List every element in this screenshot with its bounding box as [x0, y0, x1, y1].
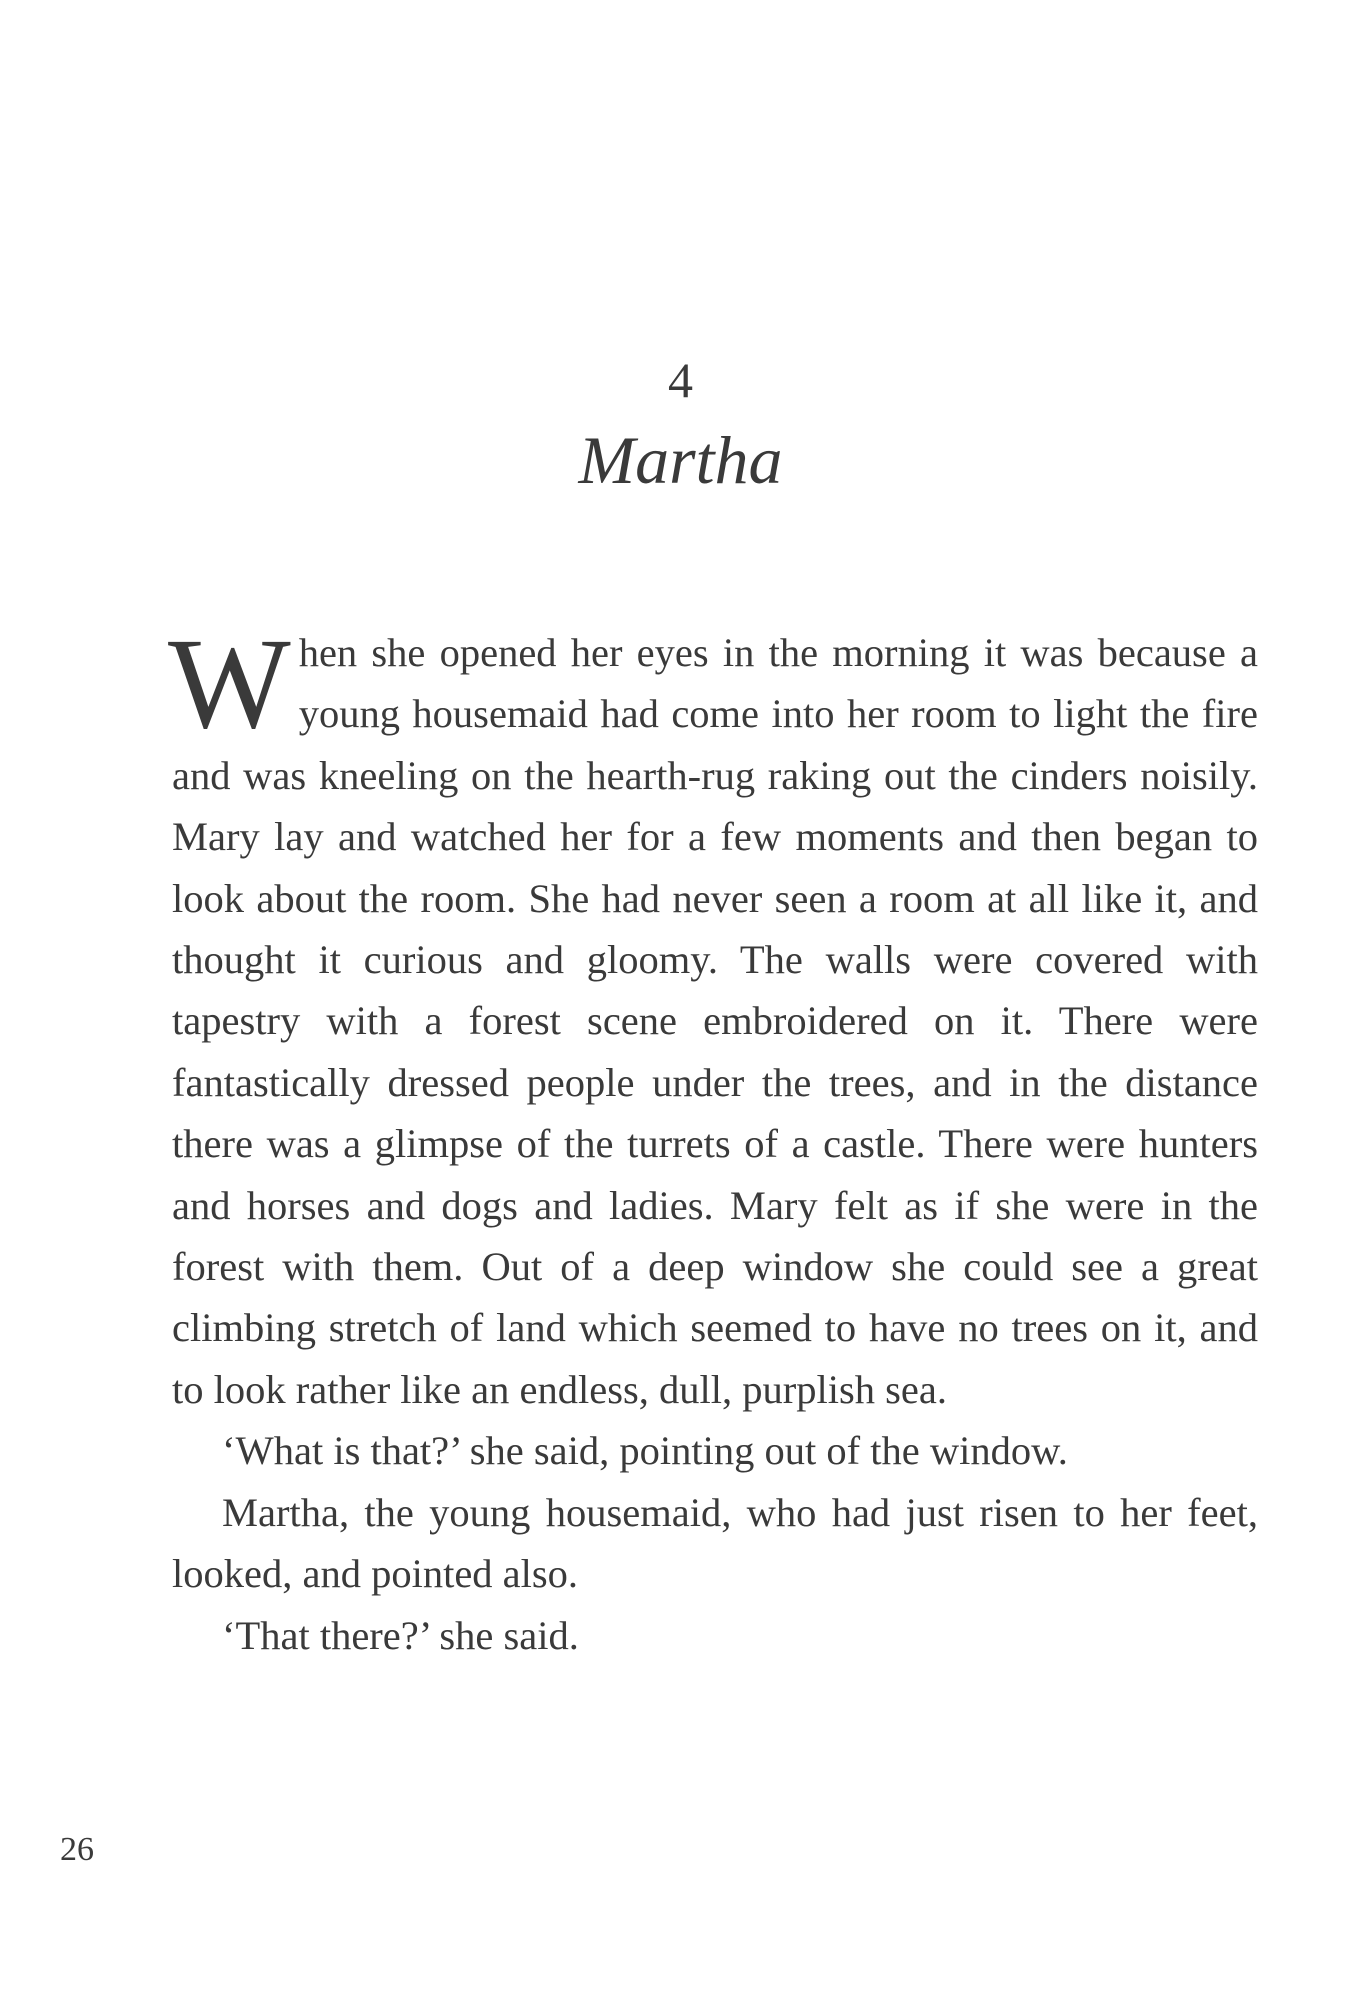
paragraph-1: [168, 612, 1258, 1420]
drop-cap: W: [168, 612, 291, 756]
paragraph-2: ‘What is that?’ she said, pointing out of the window.: [222, 1428, 1068, 1474]
chapter-number: 4: [668, 352, 693, 408]
chapter-title: Martha: [578, 422, 783, 498]
paragraph-4: ‘That there?’ she said.: [222, 1612, 579, 1658]
paragraph-3: Martha, the young housemaid, who had just risen to her feet, looked, and pointed also.: [172, 1489, 1258, 1597]
page-number: 26: [60, 1831, 94, 1868]
chapter-body: [168, 612, 1258, 1666]
paragraph-1-text: hen she opened her eyes in the morning it was because a young housemaid had come into her room to light the fire and was kneeling on the hearth-rug raking out the cinders noisily. Mary lay and watched her for a few moments and then began to look about the room. She had never seen a room at all like it, and thought it curious and gloomy. The walls were covered with tapestry with a forest scene embroidered on it. There were fantastically dressed people under the trees, and in the distance there was a glimpse of the turrets of a castle. There were hunters and horses and dogs and ladies. Mary felt as if she were in the forest with them. Out of a deep window she could see a great climbing stretch of land which seemed to have no trees on it, and to look rather like an endless, dull, purplish sea.: [172, 630, 1258, 1412]
